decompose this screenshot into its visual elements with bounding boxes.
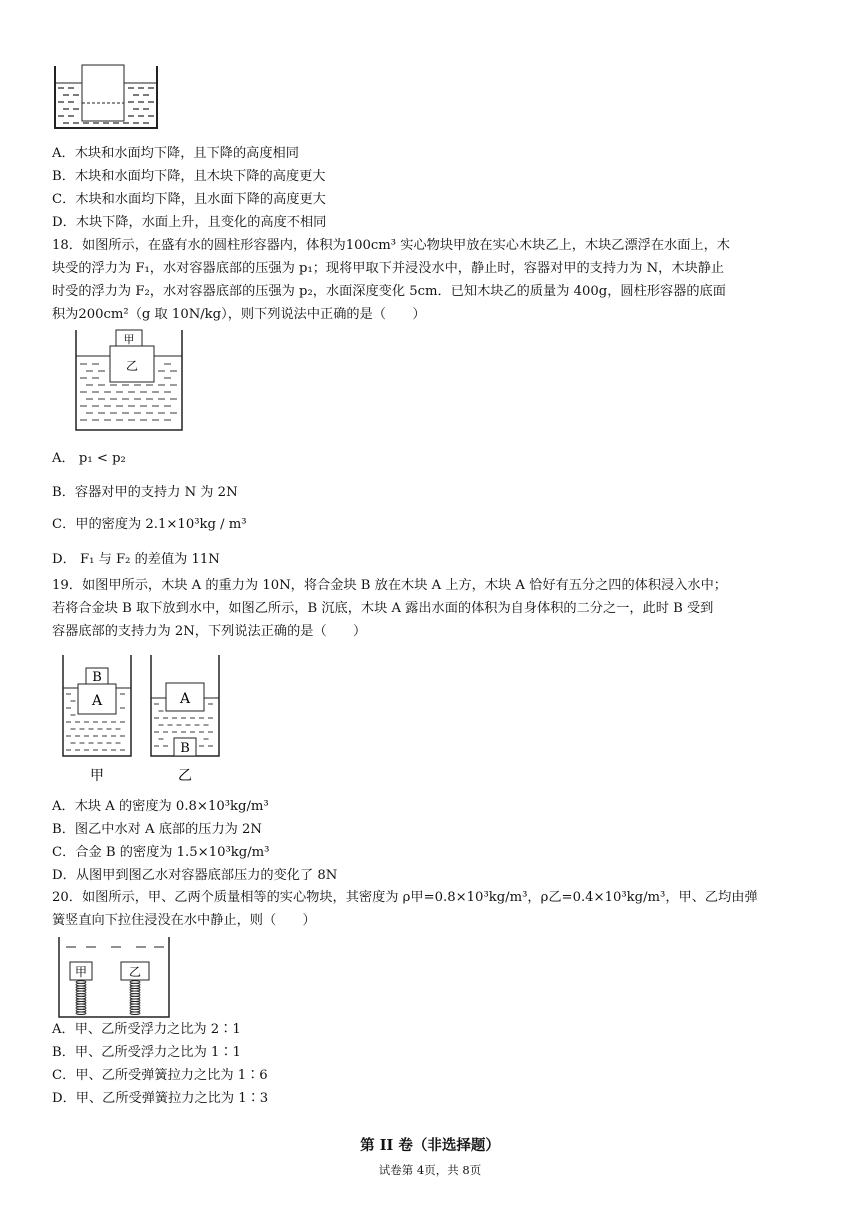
q18-stem-line1: 18．如图所示，在盛有水的圆柱形容器内，体积为100cm³ 实心物块甲放在实心木块乙上，木块乙漂浮在水面上，木 xyxy=(52,238,730,253)
q20-label-yi: 乙 xyxy=(128,965,142,979)
section-title: 第 II 卷（非选择题） xyxy=(360,1137,500,1154)
q17-option-d: D．木块下降，水面上升，且变化的高度不相同 xyxy=(52,215,327,230)
q20-stem-line1: 20．如图所示，甲、乙两个质量相等的实心物块，其密度为 ρ甲=0.8×10³kg/m³，ρ乙=0.4×10³kg/m³，甲、乙均由弹 xyxy=(52,890,758,905)
q20-option-d: D．甲、乙所受弹簧拉力之比为 1∶3 xyxy=(52,1091,269,1106)
q19-stem-line3: 容器底部的支持力为 2N，下列说法正确的是（ ） xyxy=(52,624,367,639)
q19-stem-line2: 若将合金块 B 取下放到水中，如图乙所示，B 沉底，木块 A 露出水面的体积为自身体积的二分之一，此时 B 受到 xyxy=(52,601,714,616)
q19-label-a-left: A xyxy=(91,693,103,709)
spring-coil xyxy=(130,1012,140,1015)
q19-label-a-right: A xyxy=(179,691,191,707)
q18-stem-line3: 时受的浮力为 F₂，水对容器底部的压强为 p₂，水面深度变化 5cm．已知木块乙的质量为 400g，圆柱形容器的底面 xyxy=(52,284,726,299)
q18-figure xyxy=(70,326,188,436)
q20-stem-line2: 簧竖直向下拉住浸没在水中静止，则（ ） xyxy=(52,913,316,928)
q18-label-jia: 甲 xyxy=(123,333,135,346)
q18-option-c: C．甲的密度为 2.1×10³kg / m³ xyxy=(52,517,247,532)
q18-option-b: B．容器对甲的支持力 N 为 2N xyxy=(52,485,238,500)
q17-option-b: B．木块和水面均下降，且木块下降的高度更大 xyxy=(52,169,326,184)
q20-option-c: C．甲、乙所受弹簧拉力之比为 1∶6 xyxy=(52,1068,268,1083)
q19-stem-line1: 19．如图甲所示，木块 A 的重力为 10N，将合金块 B 放在木块 A 上方，木块 A 恰好有五分之四的体积浸入水中； xyxy=(52,578,727,593)
q18-option-d: D． F₁ 与 F₂ 的差值为 11N xyxy=(52,552,220,567)
q17-option-a: A．木块和水面均下降，且下降的高度相同 xyxy=(52,146,299,161)
q17-figure xyxy=(52,62,164,132)
q19-caption-yi: 乙 xyxy=(178,768,192,784)
q20-option-a: A．甲、乙所受浮力之比为 2∶1 xyxy=(52,1022,241,1037)
q19-option-c: C．合金 B 的密度为 1.5×10³kg/m³ xyxy=(52,845,270,860)
q19-option-d: D．从图甲到图乙水对容器底部压力的变化了 8N xyxy=(52,868,338,883)
q19-option-b: B．图乙中水对 A 底部的压力为 2N xyxy=(52,822,262,837)
q17-option-c: C．木块和水面均下降，且水面下降的高度更大 xyxy=(52,192,326,207)
q18-stem-line4: 积为200cm²（g 取 10N/kg），则下列说法中正确的是（ ） xyxy=(52,307,426,322)
q19-option-a: A．木块 A 的密度为 0.8×10³kg/m³ xyxy=(52,799,269,814)
q19-figure xyxy=(58,652,228,788)
q19-caption-jia: 甲 xyxy=(90,768,104,784)
q20-label-jia: 甲 xyxy=(74,965,88,979)
q19-label-b-right: B xyxy=(180,741,190,756)
spring-coil xyxy=(76,1012,86,1015)
q18-option-a: A． p₁ < p₂ xyxy=(52,451,126,466)
page-footer: 试卷第 4页，共 8页 xyxy=(378,1163,482,1177)
q20-option-b: B．甲、乙所受浮力之比为 1∶1 xyxy=(52,1045,241,1060)
q18-stem-line2: 块受的浮力为 F₁，水对容器底部的压强为 p₁；现将甲取下并浸没水中，静止时，容器对甲的支持力为 N，木块静止 xyxy=(52,261,725,276)
q18-label-yi: 乙 xyxy=(125,359,139,373)
q19-label-b-left: B xyxy=(92,670,102,685)
q20-figure xyxy=(56,934,172,1020)
